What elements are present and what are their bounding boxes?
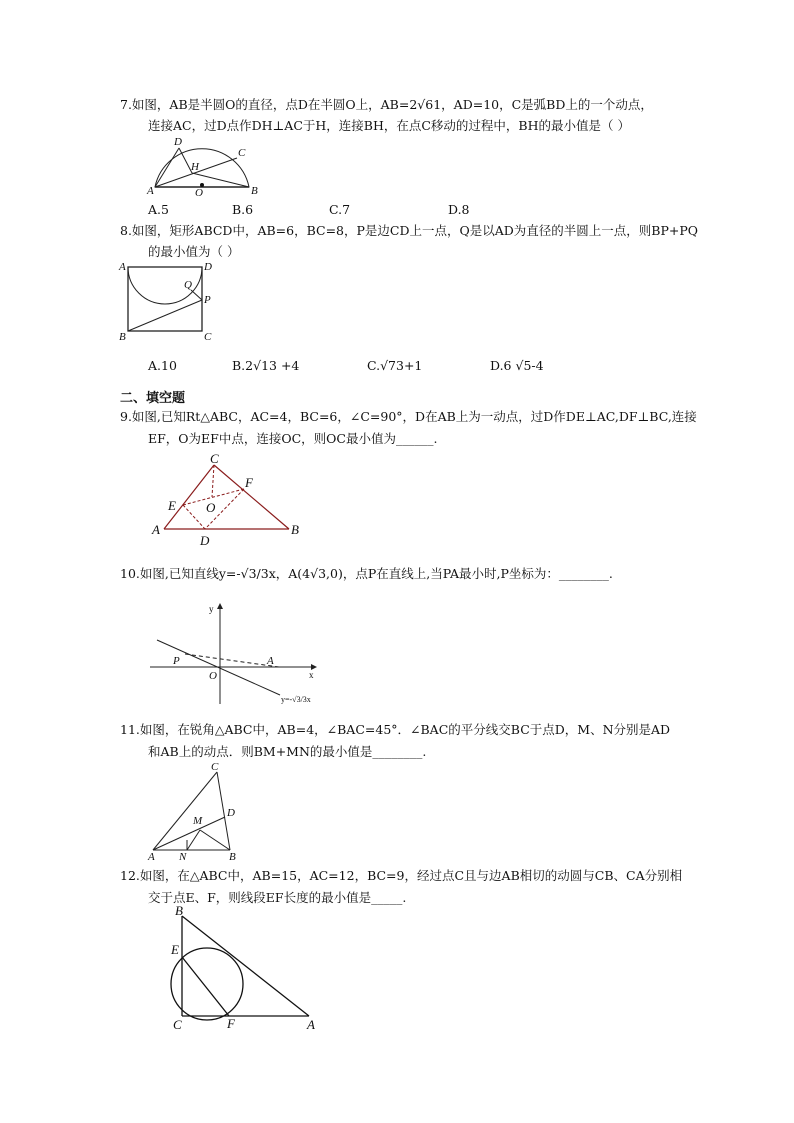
q8-label-B: B [119, 331, 126, 343]
q8-label-Q: Q [184, 279, 192, 291]
q12-line1: 12.如图，在△ABC中，AB=15，AC=12，BC=9，经过点C且与边AB相切的动圆与CB、CA分别相 [120, 868, 683, 883]
q7-options [148, 201, 648, 219]
q9-label-B: B [291, 522, 299, 537]
q10-label-O: O [209, 670, 217, 682]
q9-line1: 9.如图,已知Rt△ABC，AC=4，BC=6，∠C=90°，D在AB上为一动点，过D作DE⊥AC,DF⊥BC,连接 [120, 409, 697, 424]
q11-label-N: N [179, 851, 187, 863]
q11-label-M: M [193, 815, 203, 827]
q7-line1: 7.如图，AB是半圆O的直径，点D在半圆O上，AB=2√61，AD=10，C是弧BD上的一个动点， [120, 97, 653, 112]
q9-label-F: F [245, 475, 253, 490]
q11-line1: 11.如图，在锐角△ABC中，AB=4，∠BAC=45°．∠BAC的平分线交BC于点D，M、N分别是AD [120, 722, 671, 737]
q9-line2: EF，O为EF中点，连接OC，则OC最小值为______. [148, 431, 438, 446]
q10-label-A: A [267, 655, 274, 667]
q12-line2: 交于点E、F，则线段EF长度的最小值是_____. [148, 890, 407, 905]
q8-label-P: P [204, 294, 211, 306]
q7-option-a[interactable]: A.5 [148, 202, 169, 217]
q11-label-A: A [148, 851, 155, 863]
q11-label-B: B [229, 851, 236, 863]
q12-label-F: F [227, 1016, 235, 1031]
section-title-fill-in: 二、填空题 [120, 391, 186, 406]
q10-label-x: x [309, 670, 314, 680]
q12-label-E: E [171, 942, 179, 957]
q9-label-O: O [206, 500, 216, 515]
q8-label-C: C [204, 331, 212, 343]
q7-label-B: B [251, 185, 258, 197]
q7-option-b[interactable]: B.6 [232, 202, 254, 217]
q9-label-D: D [200, 533, 210, 548]
q10-label-P: P [173, 655, 180, 667]
q7-label-H: H [191, 161, 199, 173]
q8-line1: 8.如图，矩形ABCD中，AB=6，BC=8，P是边CD上一点，Q是以AD为直径的半圆上一点，则BP+PQ [120, 223, 699, 238]
q12-figure [165, 904, 325, 1034]
q7-label-O: O [195, 187, 203, 199]
q10-label-y: y [209, 604, 214, 614]
q8-figure [118, 260, 218, 345]
q10-line1: 10.如图,已知直线y=-√3/3x，A(4√3,0)，点P在直线上,当PA最小时,P坐标为：________. [120, 566, 613, 581]
q7-option-c[interactable]: C.7 [329, 202, 351, 217]
q11-label-C: C [211, 761, 219, 773]
q7-label-D: D [174, 136, 182, 148]
q7-label-C: C [238, 147, 246, 159]
q12-label-C: C [173, 1017, 182, 1032]
q9-label-A: A [152, 522, 160, 537]
q8-label-A: A [119, 261, 126, 273]
q12-label-B: B [175, 903, 183, 918]
q10-figure [145, 600, 325, 712]
q8-option-b[interactable]: B.2√13 +4 [232, 358, 300, 373]
q8-line2: 的最小值为（ ） [148, 244, 240, 259]
q10-label-eq: y=-√3/3x [281, 695, 311, 704]
q9-label-E: E [168, 498, 176, 513]
q11-figure [145, 760, 245, 862]
q9-label-C: C [210, 451, 219, 466]
q9-figure [148, 452, 308, 548]
q7-option-d[interactable]: D.8 [448, 202, 470, 217]
q8-label-D: D [204, 261, 212, 273]
q8-option-d[interactable]: D.6 √5-4 [490, 358, 544, 373]
q7-figure [145, 132, 260, 198]
q11-label-D: D [227, 807, 235, 819]
q8-options [148, 357, 648, 375]
q7-line2: 连接AC，过D点作DH⊥AC于H，连接BH，在点C移动的过程中，BH的最小值是（ ） [148, 118, 630, 133]
q11-line2: 和AB上的动点．则BM+MN的最小值是________. [148, 744, 427, 759]
q12-label-A: A [307, 1017, 315, 1032]
q8-option-a[interactable]: A.10 [148, 358, 177, 373]
q8-option-c[interactable]: C.√73+1 [367, 358, 423, 373]
q7-label-A: A [147, 185, 154, 197]
